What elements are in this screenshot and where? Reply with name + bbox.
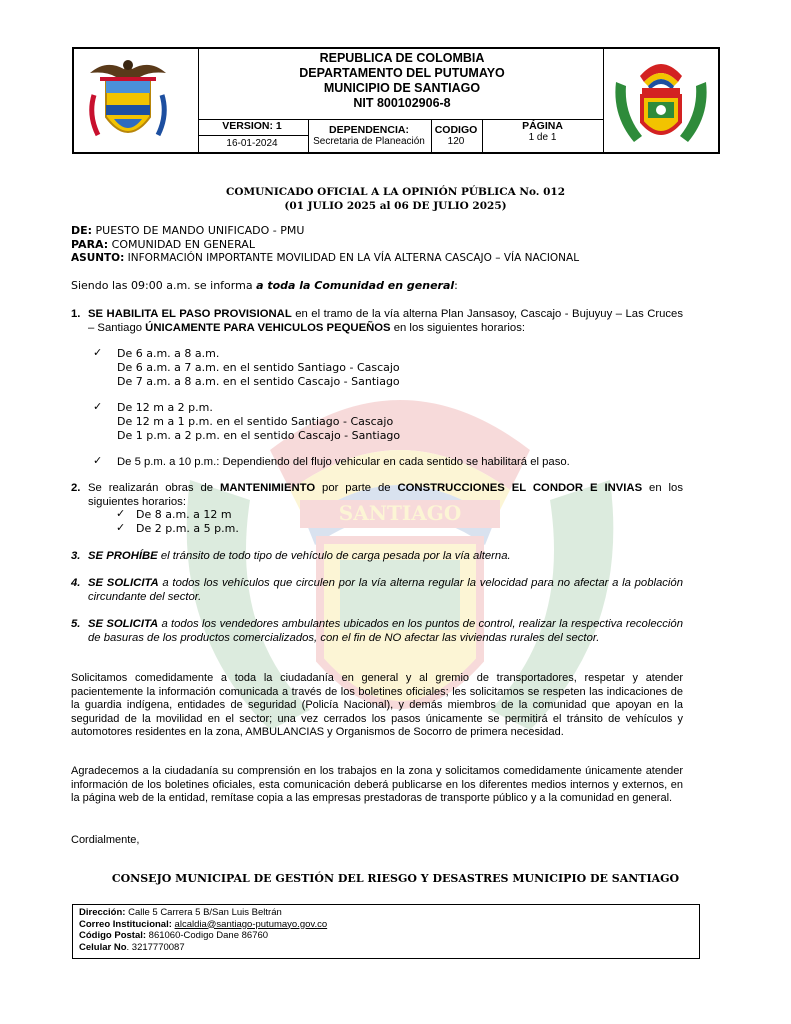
communique-title: COMUNICADO OFICIAL A LA OPINIÓN PÚBLICA No. 012 [225, 186, 566, 198]
maintenance-slot-1: De 8 a.m. a 12 m [136, 508, 232, 521]
schedule-2-line-1: De 12 m a 1 p.m. en el sentido Santiago - Cascajo [117, 415, 394, 428]
item-4: 4. SE SOLICITA a todos los vehículos que circulen por la vía alterna regular la velocidad para no afectar a la población circundante del sector. [71, 577, 683, 603]
communique-period: (01 JULIO 2025 al 06 DE JULIO 2025) [284, 200, 507, 212]
footer-postal: Código Postal: 861060-Codigo Dane 86760 [79, 930, 269, 941]
colombia-coat-of-arms-icon [84, 55, 172, 149]
paragraph-thanks: Agradecemos a la ciudadanía su comprensión en los trabajos en la zona y solicitamos comedidamente únicamente atender información de los boletines oficiales, esta comunicación deberá publicarse en los diferentes medios internos y externos, en la página web de la entidad, remítase copia a las empresas prestadoras de transporte público y a la comunidad en general. [71, 765, 683, 804]
header-line-3: MUNICIPIO DE SANTIAGO [323, 81, 481, 95]
meta-para: PARA: COMUNIDAD EN GENERAL [71, 238, 255, 251]
schedule-1-line-1: De 6 a.m. a 7 a.m. en el sentido Santiago - Cascajo [117, 361, 400, 374]
meta-asunto: ASUNTO: INFORMACIÓN IMPORTANTE MOVILIDAD EN LA VÍA ALTERNA CASCAJO – VÍA NACIONAL [71, 252, 580, 264]
header-line-4: NIT 800102906-8 [353, 96, 451, 110]
santiago-coat-of-arms-icon [612, 52, 710, 148]
version-label: VERSION: 1 [222, 120, 282, 132]
header-line-2: DEPARTAMENTO DEL PUTUMAYO [299, 66, 505, 80]
pagina-label: PÁGINA [522, 120, 563, 132]
meta-de: DE: PUESTO DE MANDO UNIFICADO - PMU [71, 224, 305, 237]
item-1: 1. SE HABILITA EL PASO PROVISIONAL en el tramo de la vía alterna Plan Jansasoy, Cascajo - Bujuyuy – Las Cruces – Santiago ÚNICAMENTE PARA VEHICULOS PEQUEÑOS en los siguientes horarios: [71, 308, 683, 334]
signature-entity: CONSEJO MUNICIPAL DE GESTIÓN DEL RIESGO Y DESASTRES MUNICIPIO DE SANTIAGO [111, 872, 680, 885]
schedule-3: De 5 p.m. a 10 p.m.: Dependiendo del flujo vehicular en cada sentido se habilitará el paso. [117, 456, 570, 468]
schedule-2-title: De 12 m a 2 p.m. [117, 401, 213, 414]
dependencia-value: Secretaria de Planeación [313, 136, 425, 147]
schedule-1-title: De 6 a.m. a 8 a.m. [117, 347, 220, 360]
footer-contact-box [72, 904, 700, 959]
schedule-1-line-2: De 7 a.m. a 8 a.m. en el sentido Cascajo - Santiago [117, 375, 400, 388]
footer-email: Correo Institucional: alcaldia@santiago-putumayo.gov.co [79, 918, 328, 930]
check-icon: ✓ [93, 454, 103, 467]
codigo-label: CODIGO [434, 124, 478, 136]
footer-phone: Celular No. 3217770087 [79, 941, 185, 953]
check-icon: ✓ [116, 507, 126, 520]
email-link[interactable]: alcaldia@santiago-putumayo.gov.co [174, 918, 328, 930]
closing-text: Cordialmente, [71, 834, 140, 846]
item-3: 3. SE PROHÍBE el tránsito de todo tipo de vehículo de carga pesada por la vía alterna. [71, 550, 511, 562]
version-date: 16-01-2024 [226, 138, 278, 149]
header-line-1: REPUBLICA DE COLOMBIA [319, 51, 485, 65]
pagina-value: 1 de 1 [528, 132, 557, 143]
check-icon: ✓ [116, 521, 126, 534]
check-icon: ✓ [93, 346, 103, 359]
item-5: 5. SE SOLICITA a todos los vendedores ambulantes ubicados en los puntos de control, realizar la respectiva recolección de basuras de los productos comercializados, con el fin de NO afectar las viviendas rurales del sector. [71, 618, 683, 644]
maintenance-slot-2: De 2 p.m. a 5 p.m. [136, 522, 239, 535]
item-2: 2. Se realizarán obras de MANTENIMIENTO por parte de CONSTRUCCIONES EL CONDOR E INVIAS en los siguientes horarios: [71, 482, 683, 508]
watermark-text: SANTIAGO [338, 501, 462, 525]
footer-address: Dirección: Calle 5 Carrera 5 B/San Luis Beltrán [79, 907, 282, 918]
dependencia-label: DEPENDENCIA: [329, 124, 409, 136]
schedule-2-line-2: De 1 p.m. a 2 p.m. en el sentido Cascajo - Santiago [117, 429, 401, 442]
check-icon: ✓ [93, 400, 103, 413]
intro-line: Siendo las 09:00 a.m. se informa a toda la Comunidad en general: [71, 279, 458, 292]
codigo-value: 120 [447, 136, 465, 147]
paragraph-request: Solicitamos comedidamente a toda la ciudadanía en general y al gremio de transportadores, respetar y atender pacientemente la información comunicada a través de los boletines oficiales; les solicitamos se respeten las indicaciones de la guardia indígena, entidades de seguridad (Policía Nacional), y demás miembros de la comunidad que apoyan en la seguridad de la movilidad en el sector; una vez cerrados los pasos únicamente se permitirá el tránsito de vehículos y automotores residentes en la zona, AMBULANCIAS y Organismos de Socorro de primera necesidad. [71, 672, 683, 738]
